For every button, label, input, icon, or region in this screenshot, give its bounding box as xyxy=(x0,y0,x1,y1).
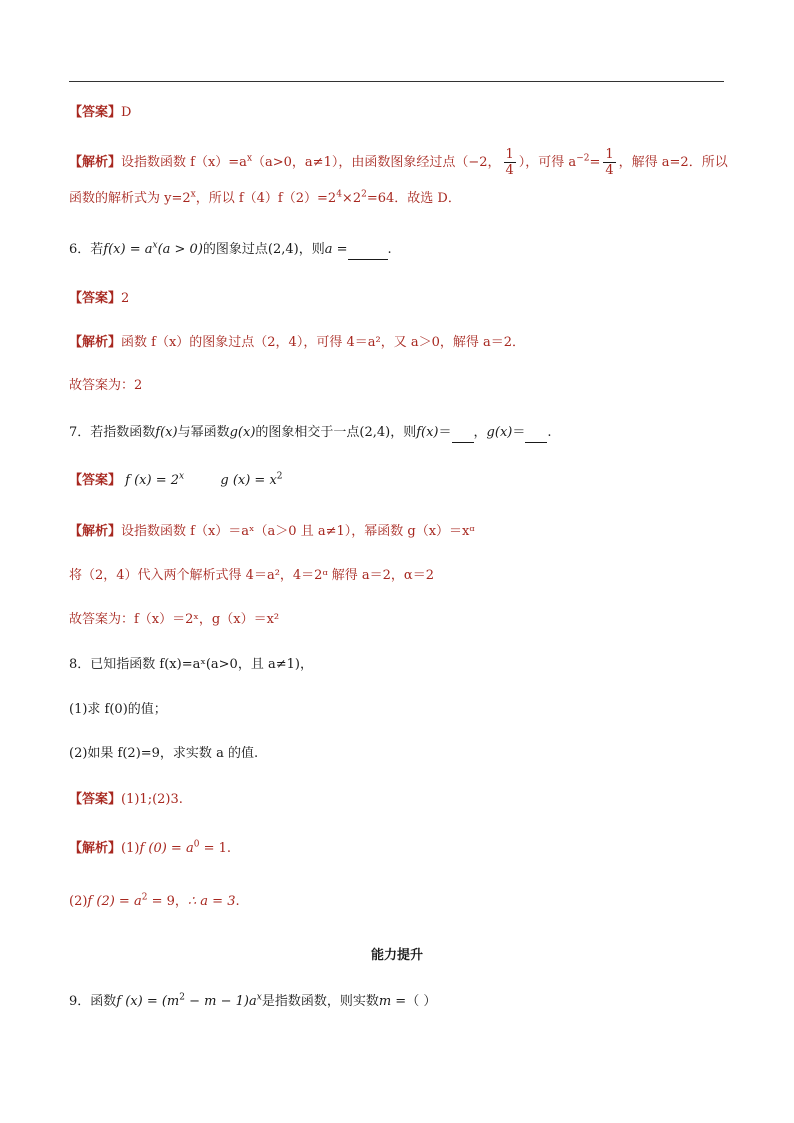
q6-answer: 【答案】2 xyxy=(69,291,130,306)
q5-answer: 【答案】D xyxy=(69,105,132,120)
q8-analysis-1: 【解析】(1)f $(0) = a^0 = 1$. xyxy=(69,839,232,856)
q5-analysis-line1: 【解析】设指数函数 $f(x)=a^x(a>0$，a≠1），由函数图象经过点（−2， $\frac{1}{4}$ ），可得 $a^{-2}=$ $\frac{1}{4}$ ，解得 a=2．所以 xyxy=(69,147,728,178)
answer-blank xyxy=(348,241,388,260)
answer-blank xyxy=(525,424,547,443)
q8-part2: (2)如果 f(2)=9，求实数 a 的值. xyxy=(69,746,259,761)
fraction-quarter: $\frac{1}{4}$ xyxy=(505,147,514,178)
section-title: 能力提升 xyxy=(370,948,423,963)
fraction-quarter-2: $\frac{1}{4}$ xyxy=(605,147,614,178)
q6-final: 故答案为：2 xyxy=(69,378,143,393)
q8-stem: 8．已知指函数 f(x)=aˣ(a>0，且 a≠1)， xyxy=(69,657,313,672)
answer-blank xyxy=(452,424,474,443)
q7-substitution: 将（2，4）代入两个解析式得 4＝a²，4＝2ᵅ 解得 a＝2，α＝2 xyxy=(69,568,434,583)
q5-analysis-line2: 函数的解析式为 $y=2^x$，所以 $f(4)f(2)=2^4\times 2^2=64$．故选 D． xyxy=(69,189,461,206)
q6-analysis: 【解析】函数 f（x）的图象过点（2，4），可得 4＝a²，又 a＞0，解得 a＝2． xyxy=(69,335,526,350)
q7-analysis: 【解析】设指数函数 f（x）＝aˣ（a＞0 且 a≠1），幂函数 g（x）＝xᵅ xyxy=(69,524,475,539)
q7-answer: 【答案】 f $(x) = 2^x$ g $(x) = x^2$ xyxy=(69,471,283,488)
q8-part1: (1)求 f(0)的值； xyxy=(69,702,167,717)
q6-stem: 6．若$f(x) = a^x(a > 0)$的图象过点(2,4)，则a = . xyxy=(69,241,392,260)
q7-final: 故答案为：f（x）＝2ˣ，g（x）＝x² xyxy=(69,612,280,627)
q9-stem: 9．函数f $(x) = (m^2 - m - 1)a^x$是指数函数，则实数m =（ ） xyxy=(69,992,437,1009)
header-rule xyxy=(69,81,724,82)
q8-analysis-2: (2)f $(2) = a^2 = 9$，∴ a = 3. xyxy=(69,892,240,909)
q7-stem: 7．若指数函数f(x)与幂函数g(x)的图象相交于一点(2,4)，则f(x)＝ ，g(x)＝ . xyxy=(69,424,552,443)
q8-answer: 【答案】(1)1;(2)3. xyxy=(69,792,183,807)
